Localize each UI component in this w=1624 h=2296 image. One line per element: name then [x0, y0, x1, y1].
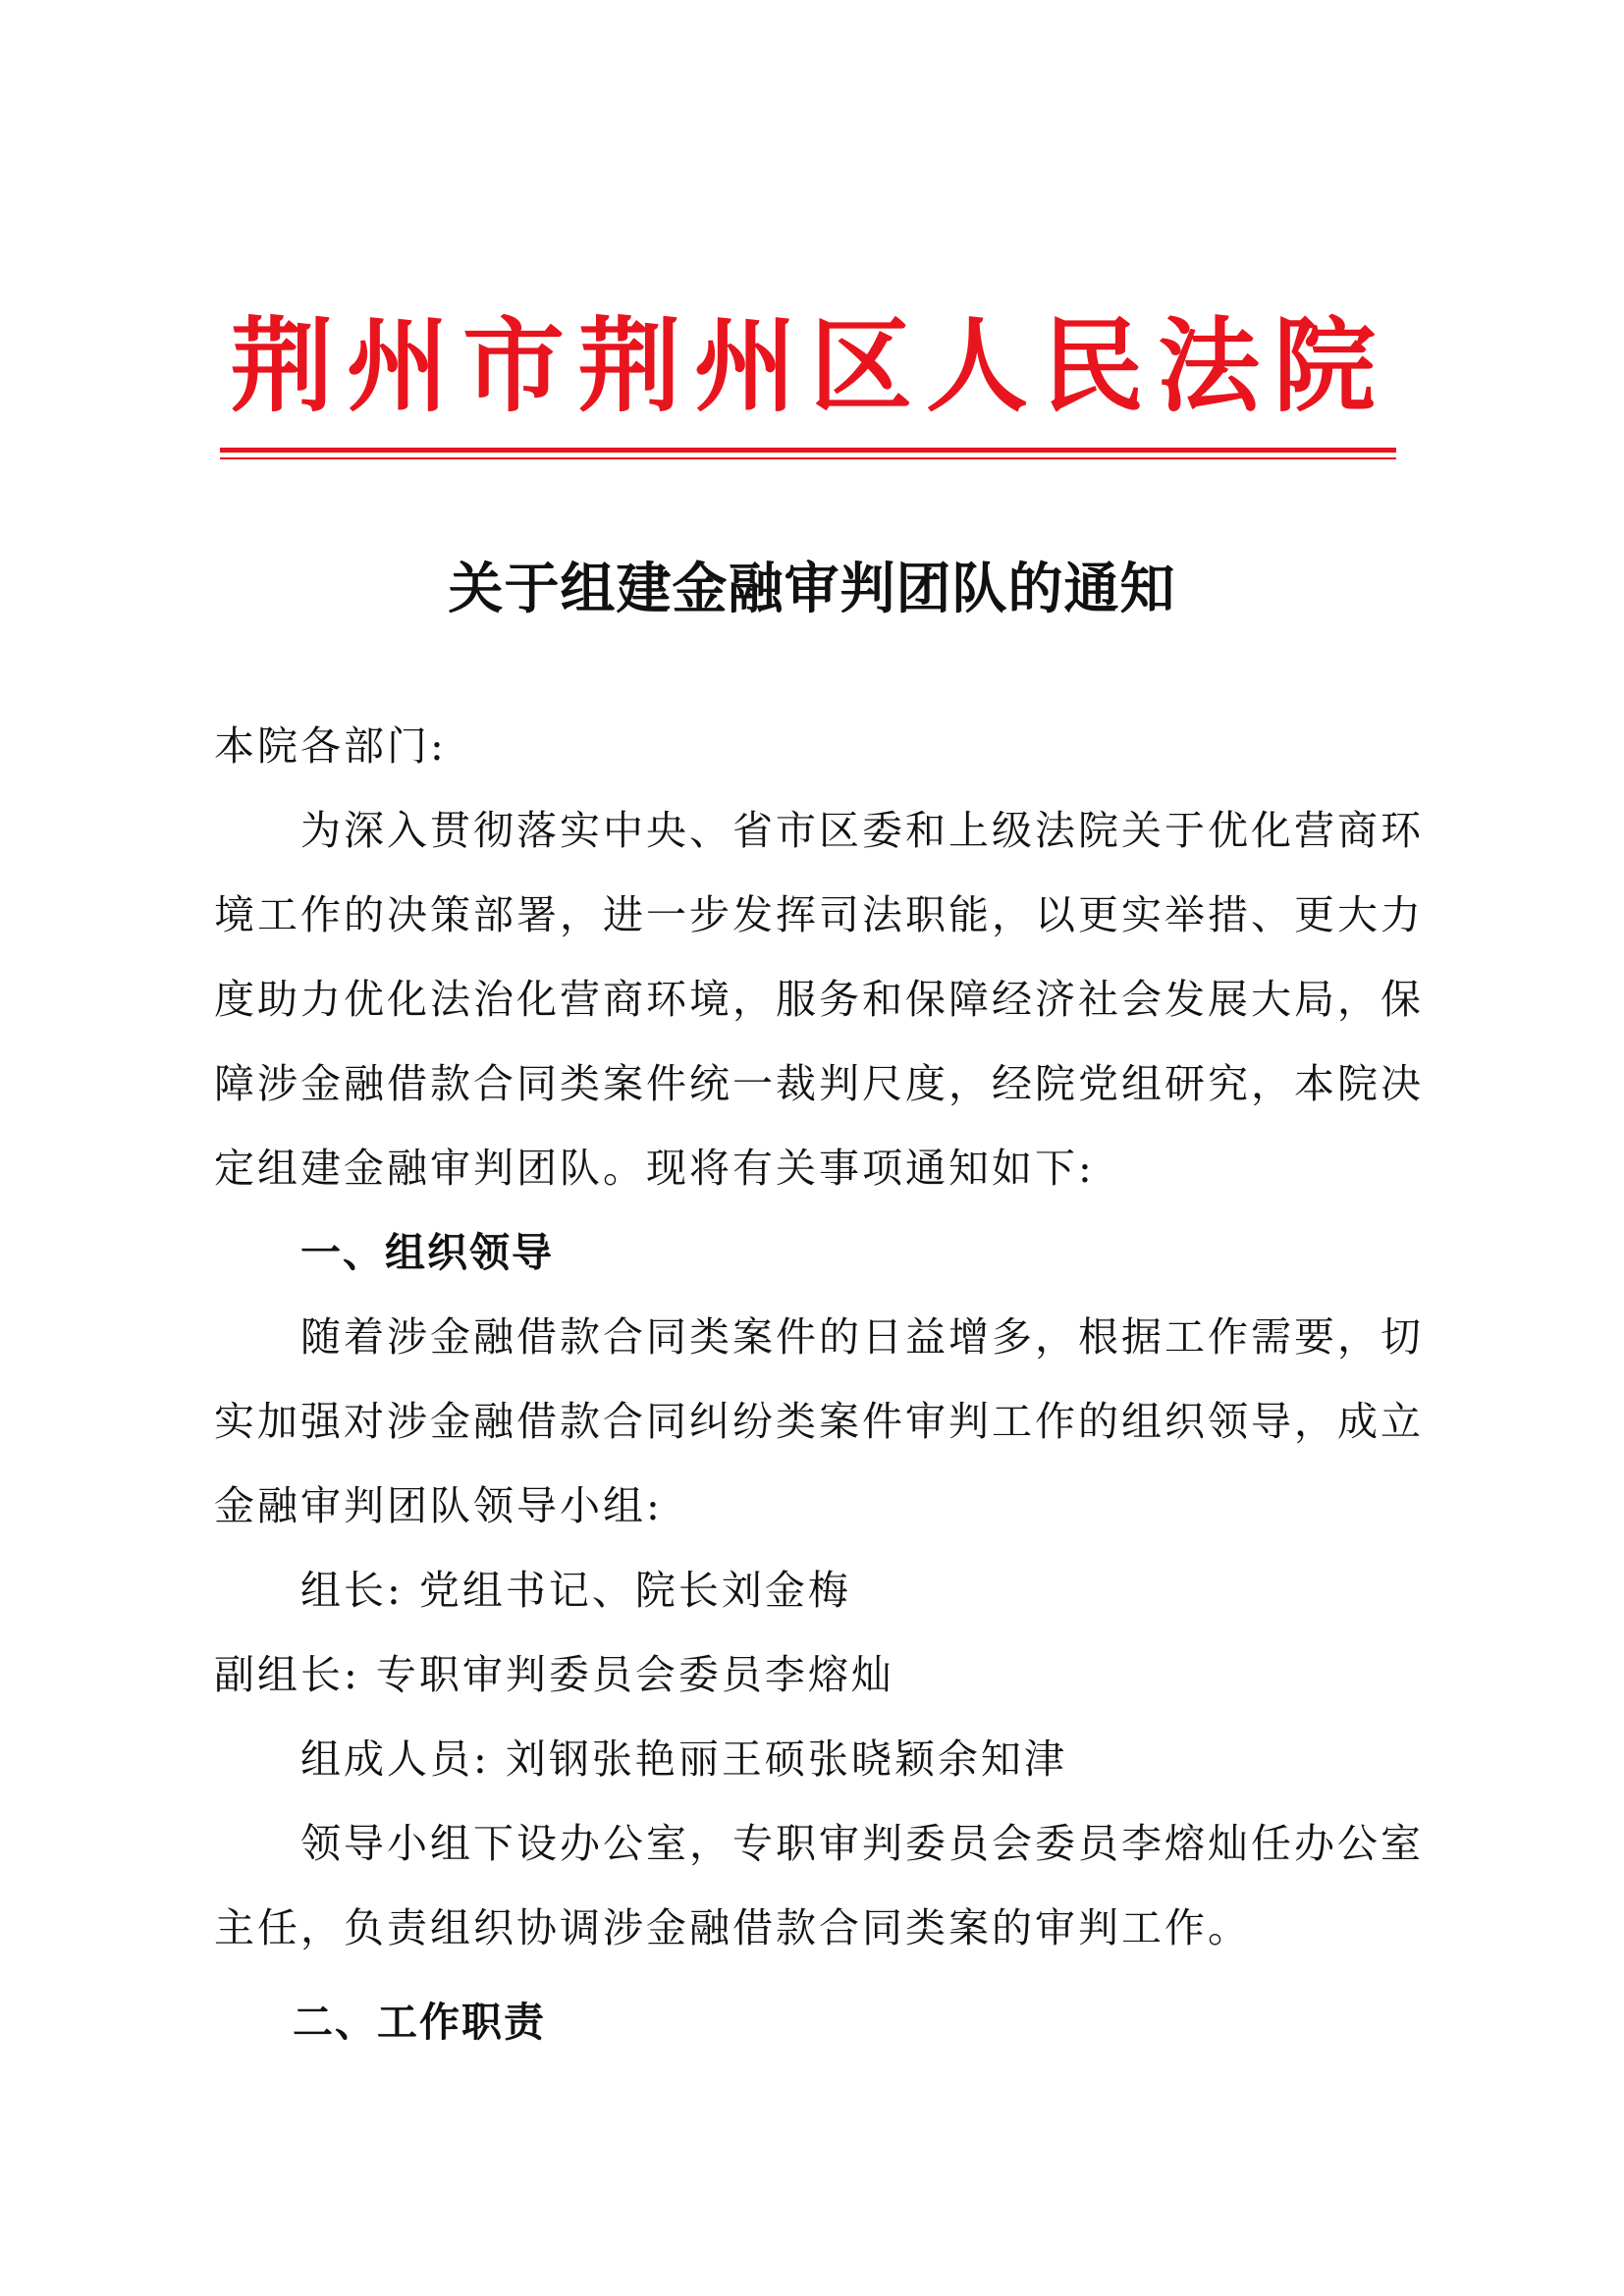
section-1-line-2: 实加强对涉金融借款合同纠纷类案件审判工作的组织领导，成立: [214, 1398, 1424, 1445]
salutation: 本院各部门:: [214, 722, 447, 770]
intro-line-2: 境工作的决策部署，进一步发挥司法职能，以更实举措、更大力: [214, 891, 1424, 938]
masthead-rule-thick: [220, 448, 1396, 453]
section-1-line-1: 随着涉金融借款合同类案件的日益增多，根据工作需要，切: [300, 1313, 1424, 1361]
group-members: 组成人员: 刘钢张艳丽王硕张晓颖余知津: [300, 1735, 1067, 1783]
intro-line-1: 为深入贯彻落实中央、省市区委和上级法院关于优化营商环: [300, 807, 1424, 854]
office-line-2: 主任，负责组织协调涉金融借款合同类案的审判工作。: [214, 1904, 1251, 1951]
court-masthead: 荆州市荆州区人民法院: [230, 306, 1389, 426]
intro-line-3: 度助力优化法治化营商环境，服务和保障经济社会发展大局，保: [214, 976, 1424, 1023]
section-1-line-3: 金融审判团队领导小组:: [214, 1482, 663, 1529]
section-1-heading: 一、组织领导: [300, 1229, 554, 1276]
intro-line-5: 定组建金融审判团队。现将有关事项通知如下:: [214, 1145, 1095, 1192]
office-line-1: 领导小组下设办公室，专职审判委员会委员李熔灿任办公室: [300, 1820, 1424, 1867]
section-2-heading: 二、工作职责: [293, 1999, 546, 2046]
notice-title: 关于组建金融审判团队的通知: [448, 558, 1176, 621]
masthead-rule-thin: [220, 457, 1396, 459]
intro-line-4: 障涉金融借款合同类案件统一裁判尺度，经院党组研究，本院决: [214, 1060, 1424, 1107]
group-leader: 组长: 党组书记、院长刘金梅: [300, 1567, 851, 1614]
deputy-leader: 副组长: 专职审判委员会委员李熔灿: [214, 1651, 894, 1698]
